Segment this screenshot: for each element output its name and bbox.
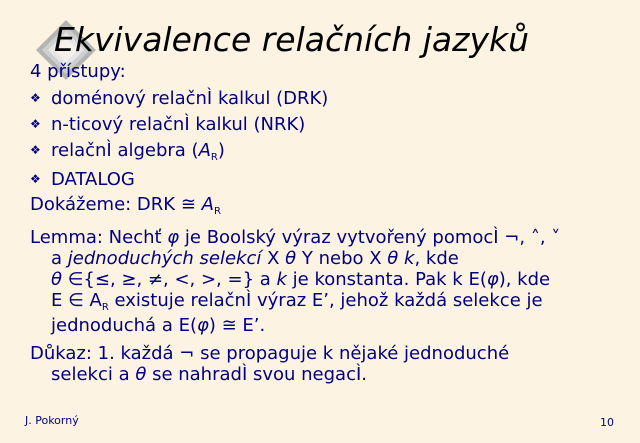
- proof-line-1: Důkaz: 1. každá ¬ se propaguje k nějaké jednoduché: [30, 343, 510, 364]
- footer-author: J. Pokorný: [25, 414, 79, 427]
- bullet-item-algebra: [30, 139, 225, 169]
- lemma-line-5: [51, 315, 265, 337]
- algebra-var: A: [198, 140, 211, 161]
- lemma-text: X: [261, 248, 286, 269]
- algebra-sub: R: [210, 152, 218, 163]
- bullet-icon: ❖: [30, 117, 41, 131]
- bullet-icon: ❖: [30, 172, 41, 186]
- k-var: k: [276, 269, 287, 290]
- bullet-icon: ❖: [30, 143, 41, 157]
- bullet-label: relačnÌ algebra (: [51, 140, 199, 161]
- bullet-label: n-ticový relačnÌ kalkul (NRK): [51, 114, 306, 135]
- lemma-text: ∈{≤, ≥, ≠, <, >, =} a: [62, 269, 277, 290]
- page-number: 10: [600, 416, 614, 429]
- lemma-text: E ∈ A: [51, 290, 102, 311]
- prove-text: Dokážeme: DRK ≅: [30, 194, 202, 215]
- theta-symbol: θ: [387, 248, 399, 269]
- lemma-text: je Boolský výraz vytvořený pomocÌ ¬, ˄, ˅: [179, 227, 561, 248]
- proof-line-2: [51, 364, 367, 386]
- bullet-item-drk: [30, 87, 328, 110]
- lemma-text: ), kde: [498, 269, 551, 290]
- phi-symbol: φ: [167, 227, 180, 248]
- prove-sub: R: [213, 206, 221, 217]
- lemma-line-3: [51, 269, 550, 291]
- proof-text: selekci a: [51, 364, 136, 385]
- bullet-item-datalog: [30, 168, 135, 191]
- prove-var: A: [201, 194, 214, 215]
- lemma-line-1: [30, 227, 560, 249]
- lemma-text: je konstanta. Pak k E(: [286, 269, 487, 290]
- slide-title: Ekvivalence relačních jazyků: [54, 20, 530, 59]
- intro-text: 4 přístupy:: [30, 61, 126, 82]
- lemma-text: jednoduchá a E(: [51, 315, 197, 336]
- phi-symbol: φ: [196, 315, 209, 336]
- bullet-item-nrk: [30, 113, 305, 136]
- lemma-text: existuje relačnÌ výraz E’, jehož každá selekce je: [108, 290, 543, 311]
- bullet-label-end: ): [217, 140, 225, 161]
- lemma-text: Y nebo X: [296, 248, 388, 269]
- phi-symbol: φ: [486, 269, 499, 290]
- theta-symbol: θ: [285, 248, 297, 269]
- prove-statement: [30, 194, 221, 223]
- bullet-label: DATALOG: [51, 169, 135, 190]
- lemma-italic-term: jednoduchých selekcí: [67, 248, 262, 269]
- bullet-label: doménový relačnÌ kalkul (DRK): [51, 88, 329, 109]
- lemma-line-2: [51, 248, 459, 270]
- lemma-text: , kde: [414, 248, 459, 269]
- k-var: k: [404, 248, 415, 269]
- lemma-text: ) ≅ E’.: [208, 315, 266, 336]
- theta-symbol: θ: [51, 269, 63, 290]
- theta-symbol: θ: [135, 364, 147, 385]
- bullet-icon: ❖: [30, 91, 41, 105]
- algebra-sub: R: [101, 302, 109, 313]
- lemma-text: Lemma: Nechť: [30, 227, 168, 248]
- proof-text: se nahradÌ svou negacÌ.: [146, 364, 368, 385]
- lemma-text: a: [51, 248, 68, 269]
